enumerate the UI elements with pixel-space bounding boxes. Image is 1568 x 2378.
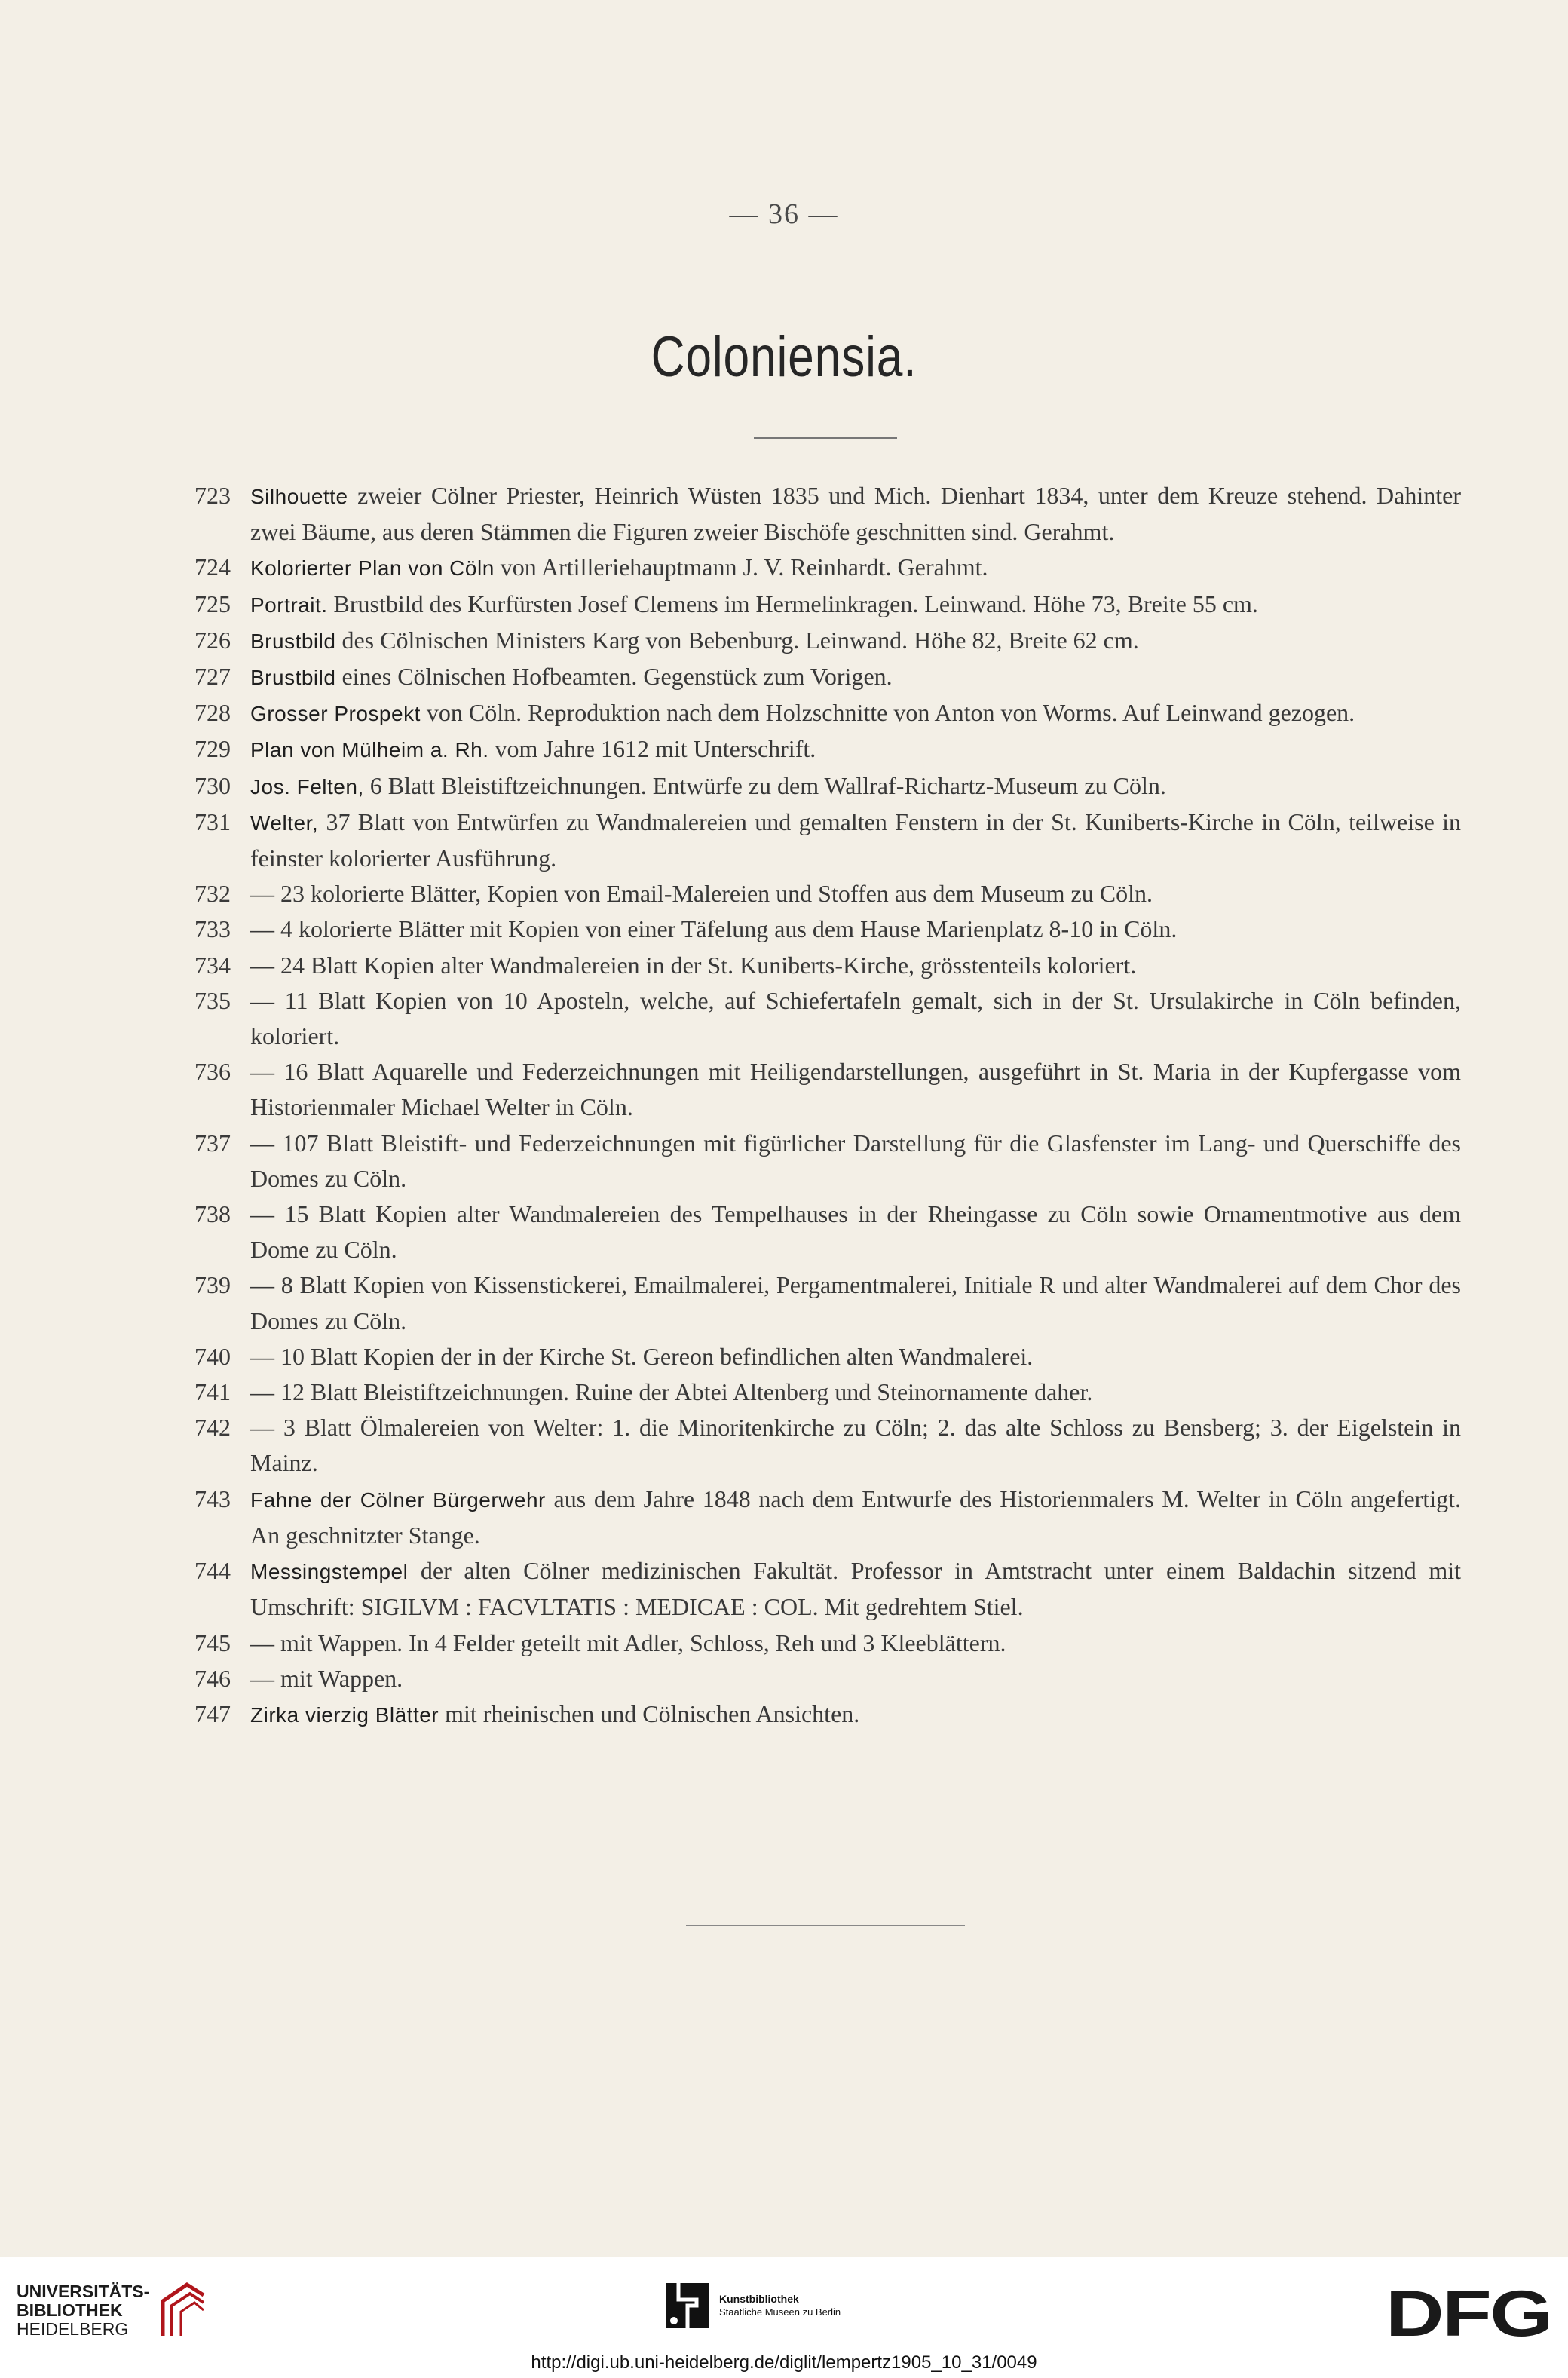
entry-number: 737 (194, 1129, 231, 1157)
catalogue-entry (194, 623, 1461, 659)
catalogue-entry (194, 1553, 1461, 1625)
entry-number: 736 (194, 1058, 231, 1086)
ub-logo-line1: UNIVERSITÄTS- (17, 2281, 150, 2301)
entry-description: von Cöln. Reproduktion nach dem Holzschnitte von Anton von Worms. Auf Leinwand gezogen. (426, 699, 1355, 727)
entry-number: 726 (194, 626, 231, 654)
entry-number: 745 (194, 1629, 231, 1656)
end-divider (686, 1925, 965, 1926)
title-divider (754, 437, 897, 439)
entry-heading: Portrait. (250, 593, 328, 617)
entry-number: 739 (194, 1271, 231, 1299)
source-url[interactable]: http://digi.ub.uni-heidelberg.de/diglit/lempertz1905_10_31/0049 (531, 2352, 1037, 2373)
entry-heading: Silhouette (250, 485, 348, 508)
page-title: Coloniensia. (651, 325, 917, 389)
entry-number: 728 (194, 699, 231, 727)
entry-number: 738 (194, 1200, 231, 1228)
catalogue-entry (194, 804, 1461, 876)
entry-description: vom Jahre 1612 mit Unterschrift. (495, 735, 816, 763)
page-number: — 36 — (729, 198, 839, 230)
entry-description: des Cölnischen Ministers Karg von Bebenburg. Leinwand. Höhe 82, Breite 62 cm. (341, 626, 1139, 654)
entry-number: 744 (194, 1557, 231, 1585)
entry-description: eines Cölnischen Hofbeamten. Gegenstück zum Vorigen. (341, 663, 893, 691)
entry-description: — 12 Blatt Bleistiftzeichnungen. Ruine der Abtei Altenberg und Steinornamente daher. (250, 1378, 1093, 1406)
catalogue-entry (194, 550, 1461, 586)
catalogue-entry (194, 1267, 1461, 1338)
entry-description: der alten Cölner medizinischen Fakultät. Professor in Amtstracht unter einem Baldachin sitzend mit Umschrift: SIGILVM : FACVLTATIS : MEDICAE : COL. Mit gedrehtem Stiel. (250, 1557, 1462, 1621)
entry-description: — mit Wappen. In 4 Felder geteilt mit Adler, Schloss, Reh und 3 Kleeblättern. (250, 1629, 1006, 1656)
entry-description: — 16 Blatt Aquarelle und Federzeichnungen mit Heiligendarstellungen, ausgeführt in St. Maria in der Kupfergasse vom Historienmaler Michael Welter in Cöln. (250, 1058, 1461, 1121)
entry-heading: Welter, (250, 811, 319, 835)
entry-number: 729 (194, 735, 231, 763)
catalogue-entry (194, 1482, 1461, 1553)
catalogue-entry (194, 659, 1461, 695)
catalogue-entry (194, 1374, 1461, 1410)
catalogue-entry (194, 1661, 1461, 1696)
catalogue-entry (194, 948, 1461, 983)
entry-description: 37 Blatt von Entwürfen zu Wandmalereien und gemalten Fenstern in der St. Kuniberts-Kirche in Cöln, teilweise in feinster kolorierter Ausführung. (250, 807, 1462, 872)
kb-subtitle: Staatliche Museen zu Berlin (719, 2306, 841, 2318)
entry-heading: Brustbild (250, 629, 336, 653)
entry-number: 733 (194, 915, 231, 943)
entry-number: 731 (194, 807, 231, 835)
catalogue-entry (194, 768, 1461, 804)
entry-heading: Zirka vierzig Blätter (250, 1702, 439, 1727)
entry-description: — 4 kolorierte Blätter mit Kopien von einer Täfelung aus dem Hause Marienplatz 8-10 in Cöln. (250, 915, 1178, 943)
catalogue-entry (194, 1339, 1461, 1374)
entry-description: — 3 Blatt Ölmalereien von Welter: 1. die Minoritenkirche zu Cöln; 2. das alte Schloss zu Bensberg; 3. der Eigelstein in Mainz. (250, 1414, 1461, 1477)
entry-heading: Messingstempel (250, 1560, 409, 1584)
catalogue-entry (194, 983, 1461, 1054)
entry-description: zweier Cölner Priester, Heinrich Wüsten 1835 und Mich. Dienhart 1834, unter dem Kreuze stehend. Dahinter zwei Bäume, aus deren Stämmen die Figuren zweier Bischöfe geschnitten sind. Gerahmt. (250, 482, 1462, 546)
catalogue-entry (194, 478, 1461, 550)
entry-description: — 23 kolorierte Blätter, Kopien von Email-Malereien und Stoffen aus dem Museum zu Cöln. (250, 880, 1153, 908)
ub-heidelberg-logo[interactable] (17, 2280, 210, 2340)
ub-logo-line3: HEIDELBERG (17, 2318, 129, 2339)
entry-heading: Plan von Mülheim a. Rh. (250, 738, 489, 762)
entry-number: 727 (194, 663, 231, 691)
kunstbibliothek-logo[interactable] (666, 2283, 841, 2328)
entry-description: aus dem Jahre 1848 nach dem Entwurfe des Historienmalers M. Welter in Cöln angefertigt. An geschnitzter Stange. (250, 1485, 1462, 1549)
entry-description: mit rheinischen und Cölnischen Ansichten. (445, 1699, 860, 1727)
entry-heading: Fahne der Cölner Bürgerwehr (250, 1488, 546, 1512)
entry-description: von Artilleriehauptmann J. V. Reinhardt. Gerahmt. (500, 553, 988, 581)
entry-description: — 10 Blatt Kopien der in der Kirche St. Gereon befindlichen alten Wandmalerei. (250, 1342, 1034, 1370)
entry-number: 732 (194, 880, 231, 908)
catalogue-entry (194, 1197, 1461, 1267)
entry-heading: Grosser Prospekt (250, 702, 421, 726)
catalogue-entry (194, 1410, 1461, 1481)
entry-heading: Brustbild (250, 666, 336, 690)
catalogue-entries (194, 478, 1461, 1733)
entry-number: 742 (194, 1414, 231, 1442)
entry-description: — 11 Blatt Kopien von 10 Aposteln, welche, auf Schiefertafeln gemalt, sich in der St. Ursulakirche in Cöln befinden, koloriert. (250, 986, 1461, 1050)
catalogue-entry (194, 912, 1461, 947)
entry-number: 743 (194, 1485, 231, 1512)
kunstbibliothek-icon (666, 2283, 709, 2328)
entry-description: — mit Wappen. (250, 1664, 403, 1692)
entry-number: 730 (194, 771, 231, 799)
entry-number: 724 (194, 553, 231, 581)
catalogue-entry (194, 695, 1461, 731)
kb-name: Kunstbibliothek (719, 2293, 799, 2305)
dfg-logo[interactable]: DFG (1386, 2278, 1551, 2350)
ub-logo-line2: BIBLIOTHEK (17, 2300, 123, 2320)
entry-number: 746 (194, 1664, 231, 1692)
catalogue-entry (194, 1696, 1461, 1733)
catalogue-entry (194, 587, 1461, 623)
entry-number: 740 (194, 1342, 231, 1370)
entry-description: — 24 Blatt Kopien alter Wandmalereien in der St. Kuniberts-Kirche, grösstenteils koloriert. (250, 951, 1137, 979)
entry-number: 725 (194, 590, 231, 617)
entry-description: 6 Blatt Bleistiftzeichnungen. Entwürfe zu dem Wallraf-Richartz-Museum zu Cöln. (369, 771, 1166, 799)
entry-heading: Jos. Felten, (250, 774, 364, 798)
catalogue-entry (194, 876, 1461, 912)
catalogue-entry (194, 1626, 1461, 1661)
catalogue-entry (194, 1126, 1461, 1197)
entry-number: 723 (194, 482, 231, 509)
entry-number: 735 (194, 986, 231, 1014)
catalogue-entry (194, 1054, 1461, 1125)
entry-number: 734 (194, 951, 231, 979)
entry-number: 741 (194, 1378, 231, 1406)
entry-heading: Kolorierter Plan von Cöln (250, 556, 495, 581)
entry-description: — 15 Blatt Kopien alter Wandmalereien des Tempelhauses in der Rheingasse zu Cöln sowie Ornamentmotive aus dem Dome zu Cöln. (250, 1200, 1461, 1264)
entry-number: 747 (194, 1699, 231, 1727)
entry-description: Brustbild des Kurfürsten Josef Clemens im Hermelinkragen. Leinwand. Höhe 73, Breite 55 cm. (333, 590, 1258, 617)
catalogue-entry (194, 731, 1461, 768)
ub-emblem-icon (157, 2280, 210, 2340)
entry-description: — 8 Blatt Kopien von Kissenstickerei, Emailmalerei, Pergamentmalerei, Initiale R und alter Wandmalerei auf dem Chor des Domes zu Cöln. (250, 1271, 1461, 1335)
entry-description: — 107 Blatt Bleistift- und Federzeichnungen mit figürlicher Darstellung für die Glasfenster im Lang- und Querschiffe des Domes zu Cöln. (250, 1129, 1461, 1192)
